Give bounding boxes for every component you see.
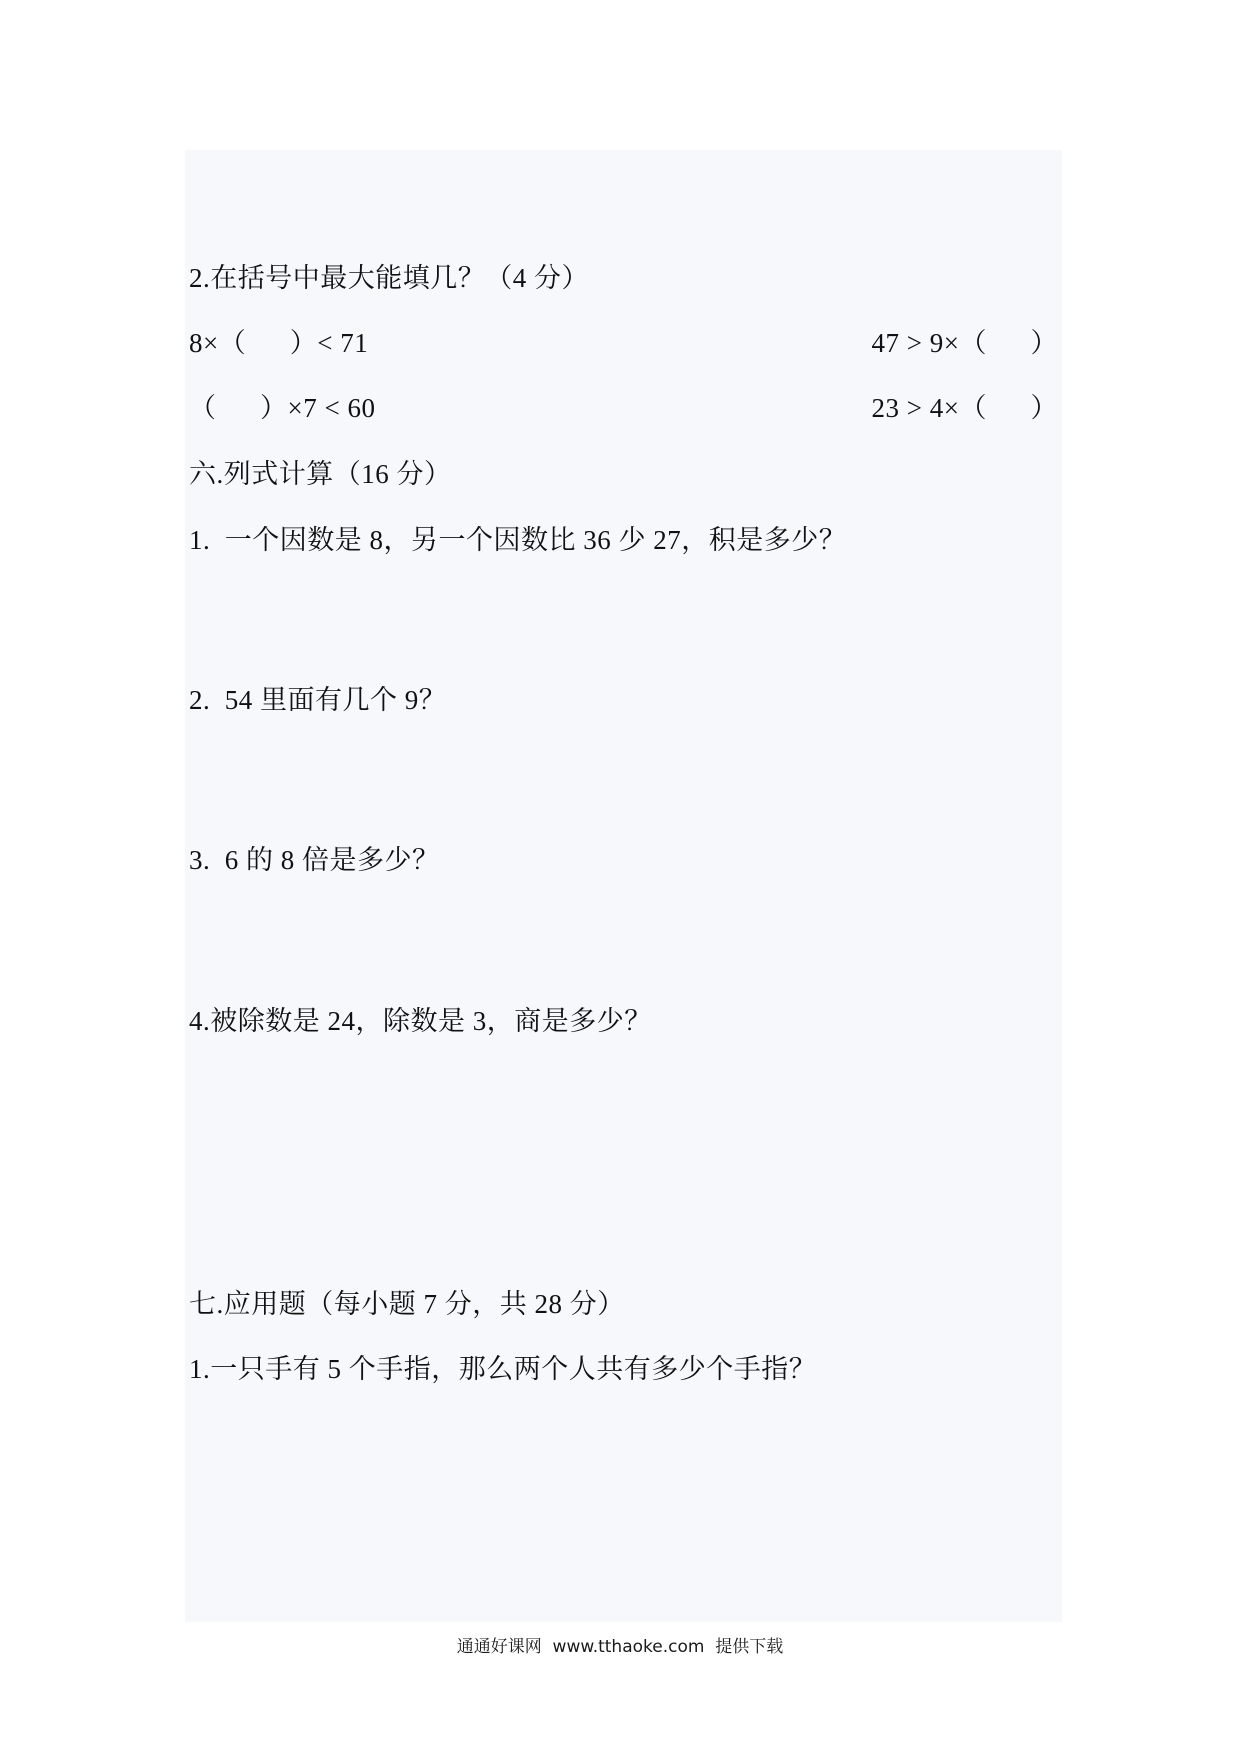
inequality-row-1-right: 47 > 9×（ ）	[871, 328, 1058, 358]
section6-question-2: 2. 54 里面有几个 9？	[189, 685, 447, 715]
worksheet-panel	[185, 150, 1062, 1622]
section6-title: 六.列式计算（16 分）	[189, 459, 452, 489]
section6-question-4: 4.被除数是 24，除数是 3，商是多少？	[189, 1006, 652, 1036]
footer-credit: 通通好课网 www.tthaoke.com 提供下载	[456, 1637, 784, 1657]
section6-question-1: 1. 一个因数是 8，另一个因数比 36 少 27，积是多少？	[189, 525, 847, 555]
section6-question-3: 3. 6 的 8 倍是多少？	[189, 845, 440, 875]
inequality-row-2-left: （ ）×7 < 60	[189, 393, 376, 423]
section7-title: 七.应用题（每小题 7 分，共 28 分）	[189, 1289, 625, 1319]
section7-question-1: 1.一只手有 5 个手指，那么两个人共有多少个手指？	[189, 1354, 817, 1384]
inequality-row-1-left: 8×（ ）< 71	[189, 328, 369, 358]
inequality-row-2-right: 23 > 4×（ ）	[871, 393, 1058, 423]
fill-blanks-title: 2.在括号中最大能填几？（4 分）	[189, 263, 589, 293]
